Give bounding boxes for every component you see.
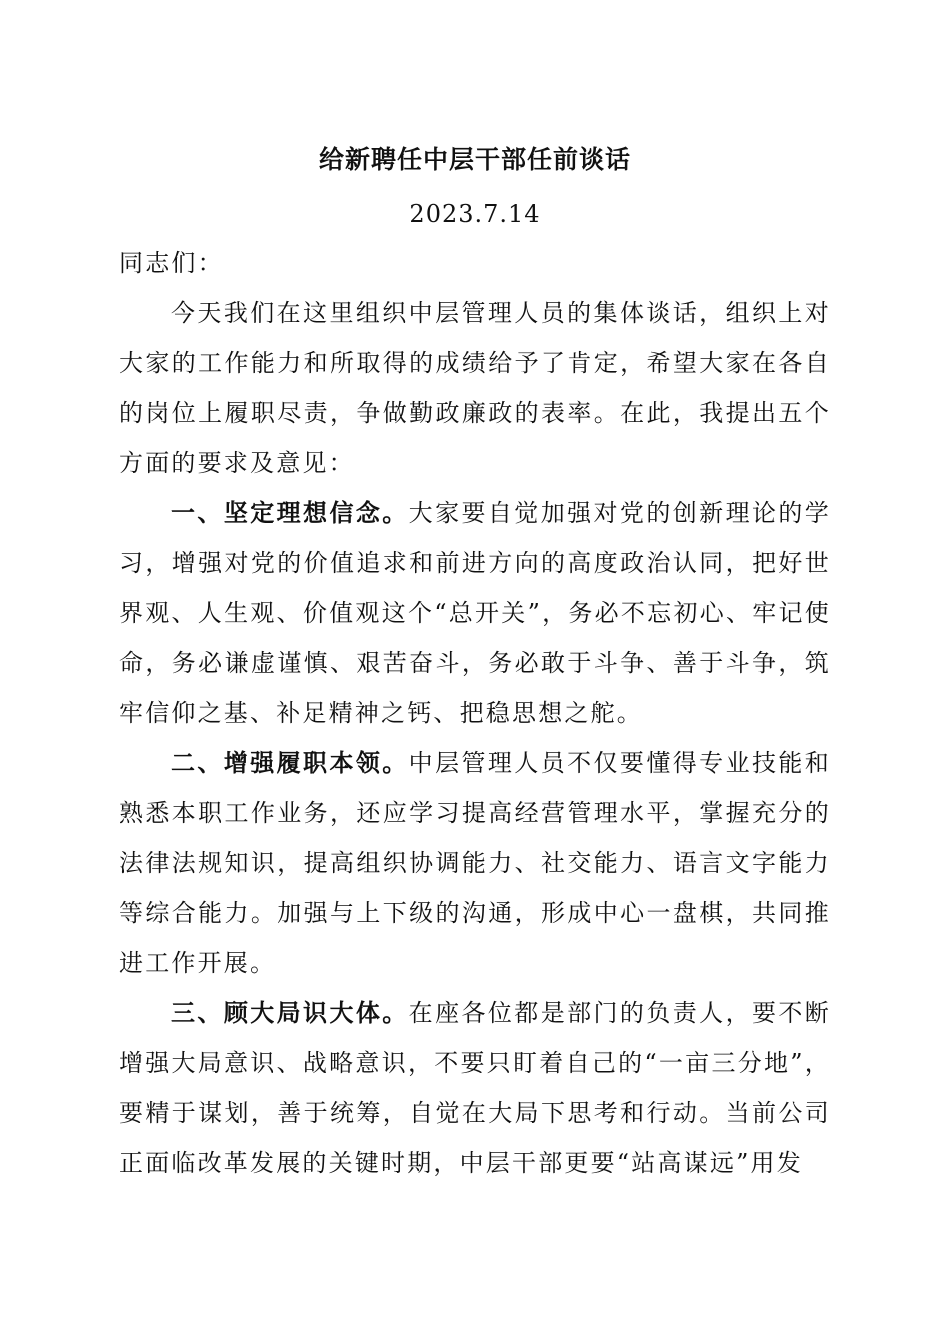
section-heading-3: 三、顾大局识大体。 (171, 998, 409, 1027)
section-heading-2: 二、增强履职本领。 (171, 748, 409, 777)
section-heading-1: 一、坚定理想信念。 (171, 498, 409, 527)
salutation: 同志们： (119, 249, 224, 277)
document-title: 给新聘任中层干部任前谈话 (318, 145, 631, 174)
document-date: 2023.7.14 (409, 200, 541, 228)
section-text-2: 中层管理人员不仅要懂得专业技能和熟悉本职工作业务，还应学习提高经营管理水平，掌握充分的法律法规知识，提高组织协调能力、社交能力、语言文字能力等综合能力。加强与上下级的沟通，形成中心一盘棋，共同推进工作开展。 (119, 749, 831, 977)
section-paragraph-3 (119, 988, 831, 1188)
section-paragraph-1 (119, 488, 831, 738)
document-body (119, 238, 831, 1188)
section-text-1: 大家要自觉加强对党的创新理论的学习，增强对党的价值追求和前进方向的高度政治认同，把好世界观、人生观、价值观这个“总开关”，务必不忘初心、牢记使命，务必谦虚谨慎、艰苦奋斗，务必敢于斗争、善于斗争，筑牢信仰之基、补足精神之钙、把稳思想之舵。 (119, 499, 831, 727)
section-text-3: 在座各位都是部门的负责人，要不断增强大局意识、战略意识，不要只盯着自己的“一亩三分地”，要精于谋划，善于统筹，自觉在大局下思考和行动。当前公司正面临改革发展的关键时期，中层干部更要“站高谋远”用发 (119, 999, 831, 1177)
section-paragraph-2 (119, 738, 831, 988)
intro-paragraph: 今天我们在这里组织中层管理人员的集体谈话，组织上对大家的工作能力和所取得的成绩给予了肯定，希望大家在各自的岗位上履职尽责，争做勤政廉政的表率。在此，我提出五个方面的要求及意见： (119, 299, 831, 477)
